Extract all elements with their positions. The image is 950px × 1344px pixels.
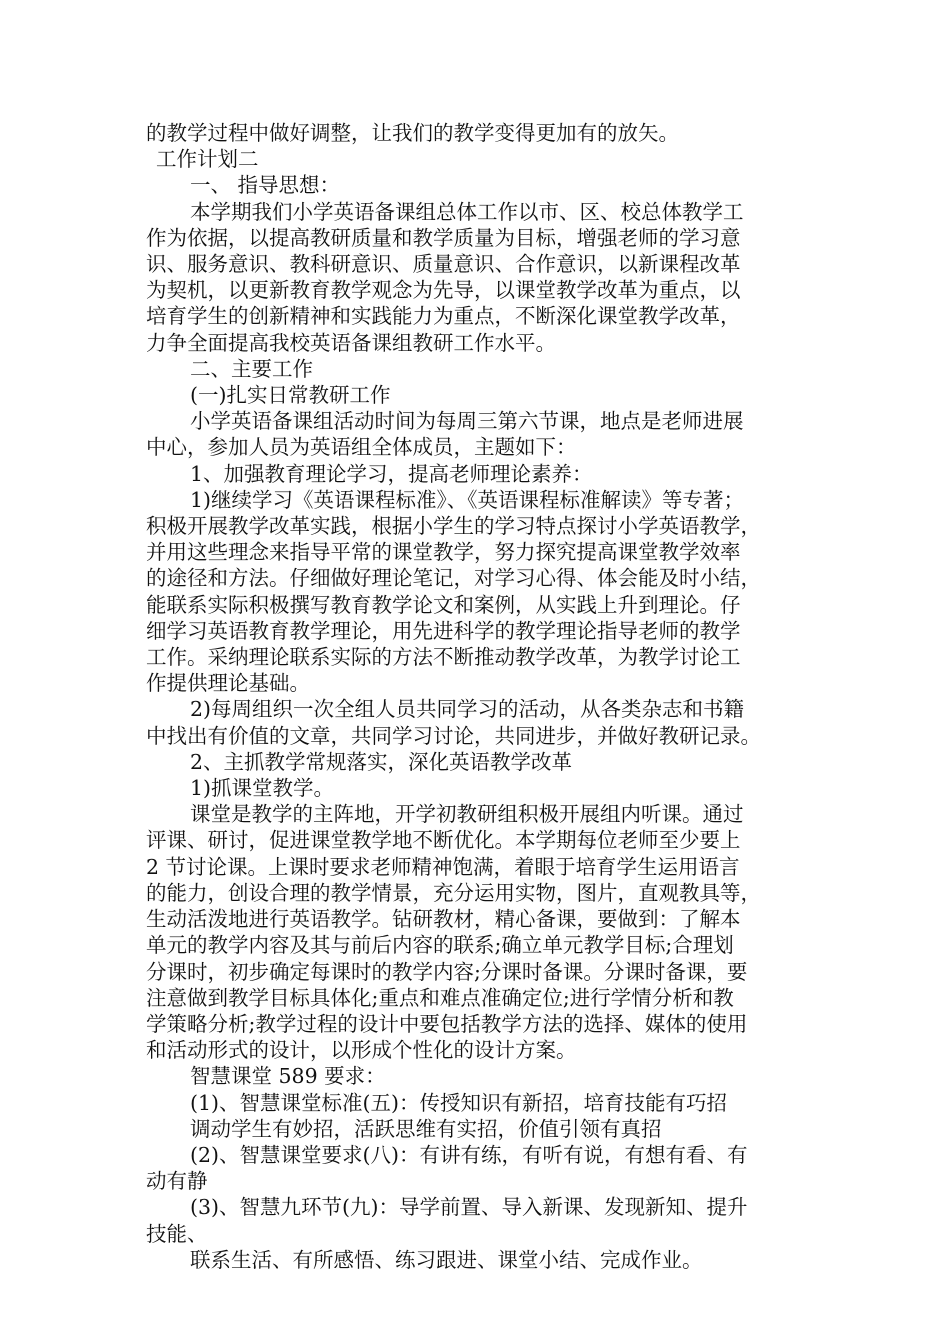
text-line: 1、加强教育理论学习，提高老师理论素养： (190, 461, 593, 486)
text-line: 中心，参加人员为英语组全体成员，主题如下： (146, 435, 577, 460)
text-line: 工作计划二 (156, 147, 259, 172)
text-line: 调动学生有妙招，活跃思维有实招，价值引领有真招 (190, 1116, 662, 1141)
text-line: 1)抓课堂教学。 (190, 776, 335, 801)
text-line: 小学英语备课组活动时间为每周三第六节课，地点是老师进展 (190, 409, 744, 434)
text-line: 智慧课堂 589 要求： (190, 1064, 386, 1089)
text-line: 2)每周组织一次全组人员共同学习的活动，从各类杂志和书籍 (190, 697, 745, 722)
text-line: 并用这些理念来指导平常的课堂教学，努力探究提高课堂教学效率 (146, 540, 741, 565)
text-line: 为契机，以更新教育教学观念为先导，以课堂教学改革为重点，以 (146, 278, 741, 303)
text-line: 2 节讨论课。上课时要求老师精神饱满，着眼于培育学生运用语言 (146, 854, 740, 879)
text-line: 的能力，创设合理的教学情景，充分运用实物，图片，直观教具等， (146, 880, 761, 905)
text-line: 单元的教学内容及其与前后内容的联系;确立单元教学目标;合理划 (146, 933, 734, 958)
text-line: (3)、智慧九环节(九)：导学前置、导入新课、发现新知、提升 (190, 1195, 748, 1220)
text-line: 动有静 (146, 1169, 208, 1194)
text-line: 作为依据，以提高教研质量和教学质量为目标，增强老师的学习意 (146, 225, 741, 250)
text-line: 课堂是教学的主阵地，开学初教研组积极开展组内听课。通过 (190, 802, 744, 827)
text-line: 2、主抓教学常规落实，深化英语教学改革 (190, 749, 573, 774)
text-line: 评课、研讨，促进课堂教学地不断优化。本学期每位老师至少要上 (146, 828, 741, 853)
text-line: 培育学生的创新精神和实践能力为重点，不断深化课堂教学改革， (146, 304, 741, 329)
text-line: 1)继续学习《英语课程标准》、《英语课程标准解读》等专著； (190, 487, 745, 512)
text-line: 技能、 (146, 1221, 208, 1246)
text-line: 二、主要工作 (190, 356, 313, 381)
text-line: 识、服务意识、教科研意识、质量意识、合作意识，以新课程改革 (146, 252, 741, 277)
text-line: (1)、智慧课堂标准(五)：传授知识有新招，培育技能有巧招 (190, 1090, 728, 1115)
text-line: 本学期我们小学英语备课组总体工作以市、区、校总体教学工 (190, 199, 744, 224)
text-line: 工作。采纳理论联系实际的方法不断推动教学改革，为教学讨论工 (146, 645, 741, 670)
text-line: 积极开展教学改革实践，根据小学生的学习特点探讨小学英语教学， (146, 514, 761, 539)
text-line: 的途径和方法。仔细做好理论笔记，对学习心得、体会能及时小结， (146, 566, 761, 591)
text-line: 和活动形式的设计，以形成个性化的设计方案。 (146, 1038, 577, 1063)
text-line: 生动活泼地进行英语教学。钻研教材，精心备课，要做到：了解本 (146, 907, 741, 932)
text-line: 联系生活、有所感悟、练习跟进、课堂小结、完成作业。 (190, 1247, 703, 1272)
text-line: 能联系实际积极撰写教育教学论文和案例，从实践上升到理论。仔 (146, 592, 741, 617)
text-line: 细学习英语教育教学理论，用先进科学的教学理论指导老师的教学 (146, 618, 741, 643)
text-line: (一)扎实日常教研工作 (190, 383, 391, 408)
text-line: 作提供理论基础。 (146, 671, 310, 696)
text-line: 的教学过程中做好调整，让我们的教学变得更加有的放矢。 (146, 121, 679, 145)
document-body (146, 120, 814, 1273)
text-line: 分课时，初步确定每课时的教学内容;分课时备课。分课时备课，要 (146, 959, 748, 984)
text-line: 学策略分析;教学过程的设计中要包括教学方法的选择、媒体的使用 (146, 1011, 748, 1036)
text-line: 一、 指导思想： (190, 173, 341, 198)
text-line: 中找出有价值的文章，共同学习讨论，共同进步，并做好教研记录。 (146, 723, 761, 748)
text-line: 注意做到教学目标具体化;重点和难点准确定位;进行学情分析和教 (146, 985, 734, 1010)
text-line: 力争全面提高我校英语备课组教研工作水平。 (146, 330, 556, 355)
text-line: (2)、智慧课堂要求(八)：有讲有练，有听有说，有想有看、有 (190, 1142, 748, 1167)
